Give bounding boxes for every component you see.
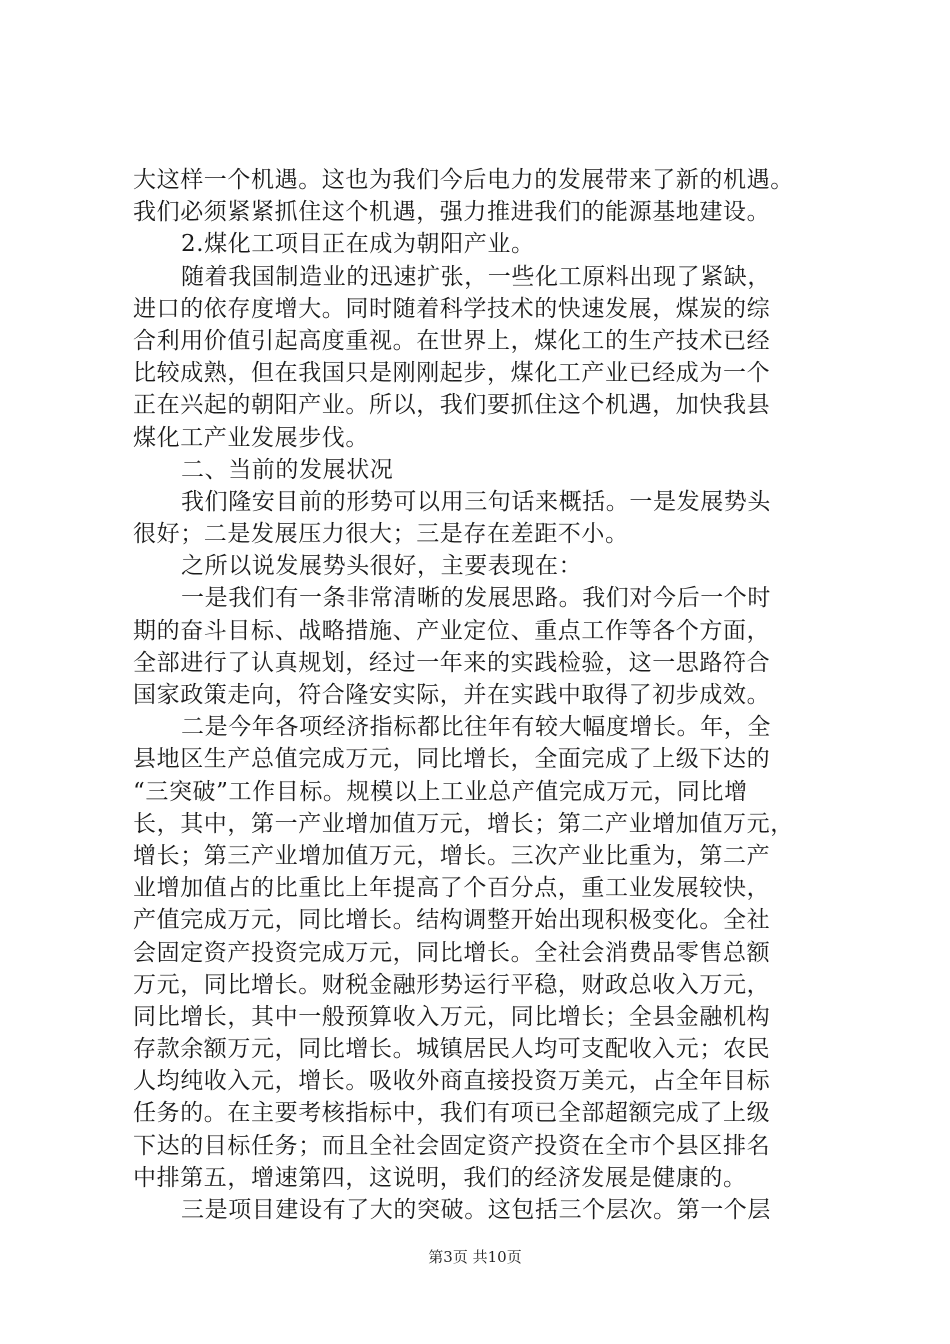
text-line: 煤化工产业发展步伐。 [133, 424, 369, 451]
text-line: 产值完成万元，同比增长。结构调整开始出现积极变化。全社 [133, 907, 771, 934]
paragraph-start-line: 随着我国制造业的迅速扩张，一些化工原料出现了紧缺， [181, 263, 771, 290]
text-line: 中排第五，增速第四，这说明，我们的经济发展是健康的。 [133, 1164, 747, 1191]
text-line: 大这样一个机遇。这也为我们今后电力的发展带来了新的机遇。 [133, 167, 794, 193]
paragraph-start-line: 我们隆安目前的形势可以用三句话来概括。一是发展势头 [181, 488, 771, 515]
document-body [133, 164, 833, 1226]
text-line: 很好；二是发展压力很大；三是存在差距不小。 [133, 521, 629, 548]
text-line: “三突破”工作目标。规模以上工业总产值完成万元，同比增 [133, 778, 748, 805]
paragraph-start-line: 一是我们有一条非常清晰的发展思路。我们对今后一个时 [181, 585, 771, 612]
text-line: 我们必须紧紧抓住这个机遇，强力推进我们的能源基地建设。 [133, 199, 771, 226]
paragraph-start-line: 二是今年各项经济指标都比往年有较大幅度增长。年，全 [181, 714, 771, 741]
text-line: 任务的。在主要考核指标中，我们有项已全部超额完成了上级 [133, 1100, 771, 1127]
text-line: 长，其中，第一产业增加值万元，增长；第二产业增加值万元， [133, 810, 794, 837]
page-number-footer: 第3页 共10页 [428, 1248, 522, 1266]
text-line: 万元，同比增长。财税金融形势运行平稳，财政总收入万元， [133, 971, 771, 998]
text-line: 正在兴起的朝阳产业。所以，我们要抓住这个机遇，加快我县 [133, 392, 771, 419]
text-line: 全部进行了认真规划，经过一年来的实践检验，这一思路符合 [133, 649, 771, 676]
text-line: 会固定资产投资完成万元，同比增长。全社会消费品零售总额 [133, 939, 771, 966]
text-line: 合利用价值引起高度重视。在世界上，煤化工的生产技术已经 [133, 327, 771, 354]
text-line: 期的奋斗目标、战略措施、产业定位、重点工作等各个方面， [133, 617, 771, 644]
text-line: 进口的依存度增大。同时随着科学技术的快速发展，煤炭的综 [133, 295, 771, 322]
text-line: 同比增长，其中一般预算收入万元，同比增长；全县金融机构 [133, 1003, 771, 1030]
section-heading: 二、当前的发展状况 [181, 456, 394, 483]
text-line: 存款余额万元，同比增长。城镇居民人均可支配收入元；农民 [133, 1036, 771, 1063]
paragraph-start-line: 之所以说发展势头很好，主要表现在： [181, 553, 583, 580]
text-line: 县地区生产总值完成万元，同比增长，全面完成了上级下达的 [133, 746, 771, 773]
text-line: 比较成熟，但在我国只是刚刚起步，煤化工产业已经成为一个 [133, 360, 771, 387]
text-line: 下达的目标任务；而且全社会固定资产投资在全市个县区排名 [133, 1132, 771, 1159]
text-line: 国家政策走向，符合隆安实际，并在实践中取得了初步成效。 [133, 682, 771, 708]
paragraph-start-line: 三是项目建设有了大的突破。这包括三个层次。第一个层 [181, 1197, 771, 1223]
text-line: 增长；第三产业增加值万元，增长。三次产业比重为，第二产 [133, 842, 771, 869]
section-heading: 2.煤化工项目正在成为朝阳产业。 [181, 231, 535, 258]
text-line: 人均纯收入元，增长。吸收外商直接投资万美元，占全年目标 [133, 1068, 771, 1095]
text-line: 业增加值占的比重比上年提高了个百分点，重工业发展较快， [133, 875, 771, 902]
